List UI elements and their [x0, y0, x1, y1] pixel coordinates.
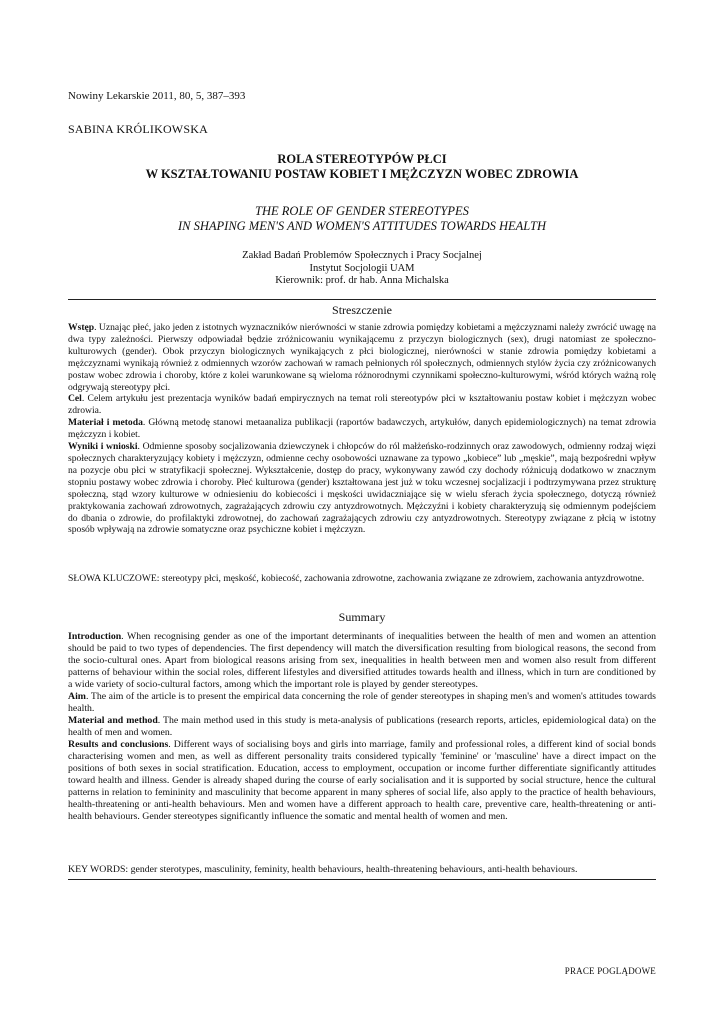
abstract-en-aim	[68, 691, 656, 715]
divider-bottom	[68, 879, 656, 880]
journal-citation: Nowiny Lekarskie 2011, 80, 5, 387–393	[68, 90, 246, 102]
wyniki-label: Wyniki i wnioski	[68, 441, 138, 453]
wstep-label: Wstęp	[68, 322, 95, 333]
section-label-footer: PRACE POGLĄDOWE	[564, 966, 656, 976]
affiliation-line1: Zakład Badań Problemów Społecznych i Pracy Socjalnej	[242, 250, 482, 261]
cel-text: . Celem artykułu jest prezentacja wyników badań empirycznych na temat roli stereotypów płci w kształtowaniu postaw kobiet i mężczyzn wobec zdrowia.	[68, 393, 656, 417]
results-text: . Different ways of socialising boys and girls into marriage, family and professional roles, a different kind of social bonds characterising women and men, as well as different personality traits considered typically 'feminine' or 'masculine' have a direct impact on the positions of both sexes in social stratification. Education, access to employment, occupation or income further differentiate significantly attitudes toward health and illness. Gender is already shaped during the course of early socialisation and it is supported by social structure, hence the cultural patterns in relation to femininity and masculinity that become apparent in many spheres of social life, also apply to the practice of health behaviours, health-threatening or anti-health behaviours. Men and women have a different approach to health care, preventive care, health-threatening or anti-health behaviours. Gender stereotypes significantly influence the somatic and mental health of women and men.	[68, 739, 656, 822]
wstep-text: . Uznając płeć, jako jeden z istotnych wyznaczników nierówności w stanie zdrowia pomiędzy kobietami a mężczyznami należy zwrócić uwagę na dwa typy zależności. Pierwszy odpowiadał będzie zróżnicowaniu wynikającemu z przyczyn biologicznych (sex), drugi natomiast ze społeczno-kulturowych (gender). Obok przyczyn biologicznych wynikających z płci biologicznej, nierówności w stanie zdrowia pomiędzy kobietami a mężczyznami wynikają również z odmiennych wzorów zachowań w ramach pełnionych ról społecznych, odmiennych stylów życia czy zróżnicowanych postaw wobec zdrowia i choroby, które z kolei warunkowane są wieloma różnorodnymi czynnikami społeczno-kulturowymi, wśród których ważną rolę odgrywają stereotypy płci.	[68, 322, 656, 393]
intro-text: . When recognising gender as one of the important determinants of inequalities between the health of men and women an attention should be paid to two types of dependencies. The first dependency will match the diversification resulting from biological reasons, the second from the socio-cultural ones. Apart from biological reasons arising from sex, inequalities in health between men and women also result from different patterns of behaviour within the social roles, different lifestyles and diversified attitudes towards health and illness, which in turn are conditioned by a wide variety of socio-cultural factors, among which the important role is played by gender stereotypes.	[68, 631, 656, 690]
abstract-pl-wstep	[68, 322, 656, 393]
title-polish-line2: W KSZTAŁTOWANIU POSTAW KOBIET I MĘŻCZYZN WOBEC ZDROWIA	[145, 167, 579, 181]
aim-text: . The aim of the article is to present the empirical data concerning the role of gender stereotypes in shaping men's and women's attitudes towards health.	[68, 691, 656, 714]
author-name: SABINA KRÓLIKOWSKA	[68, 122, 208, 136]
results-label: Results and conclusions	[68, 739, 169, 750]
cel-label: Cel	[68, 393, 82, 405]
aim-label: Aim	[68, 691, 86, 702]
abstract-en-method	[68, 715, 656, 739]
abstract-en-intro	[68, 631, 656, 691]
divider-top	[68, 299, 656, 300]
material-label: Materiał i metoda	[68, 417, 143, 429]
keywords-polish: SŁOWA KLUCZOWE: stereotypy płci, męskość, kobiecość, zachowania zdrowotne, zachowania związane ze zdrowiem, zachowania antyzdrowotne.	[68, 573, 645, 584]
abstract-pl-wyniki	[68, 441, 656, 536]
title-english-line2: IN SHAPING MEN'S AND WOMEN'S ATTITUDES TOWARDS HEALTH	[177, 219, 546, 233]
abstract-en-results	[68, 739, 656, 823]
affiliation-line2: Instytut Socjologii UAM	[309, 262, 415, 274]
intro-label: Introduction	[68, 631, 122, 642]
method-text: . The main method used in this study is meta-analysis of publications (research reports, articles, epidemiological data) on the health of men and women.	[68, 715, 656, 738]
title-polish-line1: ROLA STEREOTYPÓW PŁCI	[277, 152, 447, 166]
keywords-english: KEY WORDS: gender sterotypes, masculinity, feminity, health behaviours, health-threatening behaviours, anti-health behaviours.	[68, 864, 578, 875]
wyniki-text: . Odmienne sposoby socjalizowania dziewczynek i chłopców do ról małżeńsko-rodzinnych oraz zawodowych, odmienny rodzaj więzi społecznych charakteryzujący kobiety i mężczyzn, odmienne cechy osobowości uznawane za typowo „kobiece” lub „męskie”, mają bezpośredni wpływ na pozycje obu płci w stratyfikacji społecznej. Wykształcenie, dostęp do pracy, wykonywany zawód czy dochody różnicują dodatkowo w znacznym stopniu postawy wobec zdrowia i choroby. Płeć kulturowa (gender) kształtowana jest już w toku wczesnej socjalizacji i podtrzymywana przez strukturę społeczną, stąd wzory kulturowe w odniesieniu do kobiecości i męskości uwidaczniające się w wielu sferach życia społecznego, dotyczą również praktykowania zachowań zdrowotnych, zagrażających zdrowiu czy antyzdrowotnych. Mężczyźni i kobiety charakteryzują się odmiennym podejściem do dbania o zdrowie, do profilaktyki zdrowotnej, do zachowań zagrażających zdrowiu czy antyzdrowotnych. Stereotypy związane z płcią w istotny sposób wpływają na zdrowie somatyczne oraz psychiczne kobiet i mężczyzn.	[68, 441, 657, 536]
title-english-line1: THE ROLE OF GENDER STEREOTYPES	[255, 204, 469, 218]
abstract-pl-material	[68, 417, 656, 441]
abstract-pl-cel	[68, 393, 656, 417]
affiliation-line3: Kierownik: prof. dr hab. Anna Michalska	[275, 275, 449, 286]
title-english	[0, 204, 724, 234]
material-text: . Główną metodę stanowi metaanaliza publikacji (raportów badawczych, artykułów, danych epidemiologicznych) na temat zdrowia mężczyzn i kobiet.	[68, 417, 657, 441]
title-polish	[0, 152, 724, 182]
summary-heading: Summary	[338, 610, 386, 624]
abstract-english	[68, 631, 656, 823]
abstract-polish	[68, 322, 656, 536]
affiliation	[0, 250, 724, 288]
streszczenie-heading: Streszczenie	[332, 303, 392, 317]
method-label: Material and method	[68, 715, 158, 726]
